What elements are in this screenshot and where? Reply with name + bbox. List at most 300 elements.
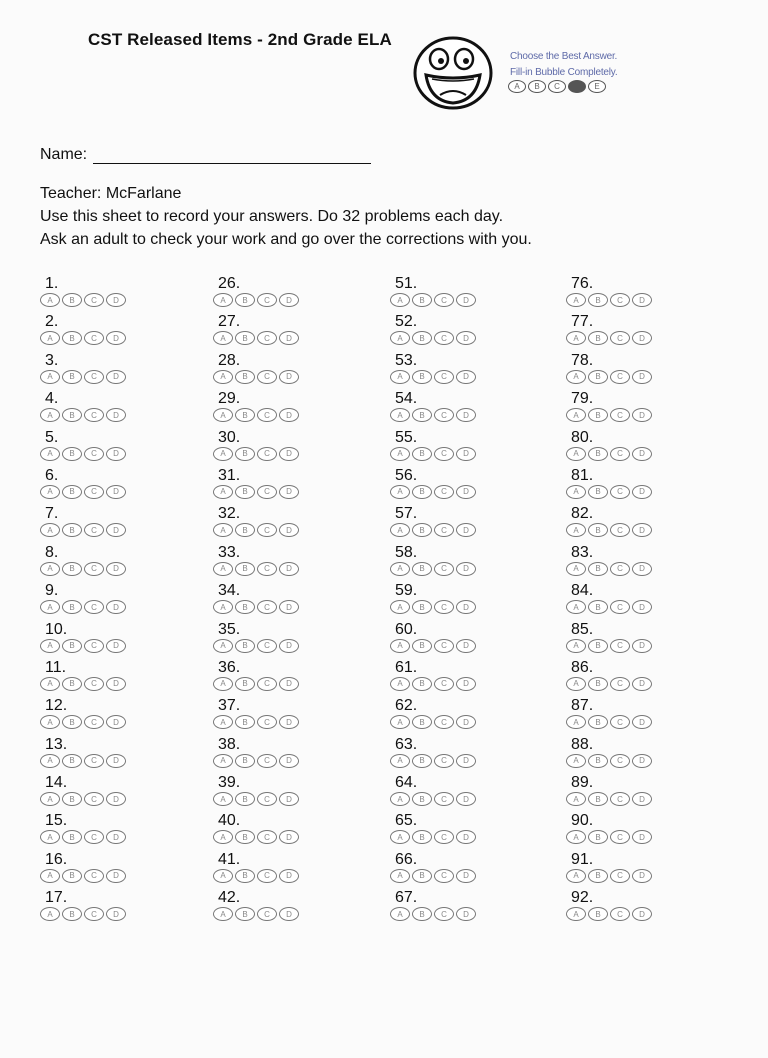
bubble-d[interactable]: D: [456, 830, 476, 844]
bubble-b[interactable]: B: [588, 293, 608, 307]
bubble-b[interactable]: B: [235, 408, 255, 422]
bubble-a[interactable]: A: [566, 792, 586, 806]
bubble-a[interactable]: A: [213, 600, 233, 614]
bubble-d[interactable]: D: [279, 485, 299, 499]
bubble-d[interactable]: D: [279, 754, 299, 768]
bubble-a[interactable]: A: [390, 331, 410, 345]
bubble-d[interactable]: D: [456, 715, 476, 729]
bubble-b[interactable]: B: [62, 907, 82, 921]
bubble-d[interactable]: D: [632, 600, 652, 614]
bubble-a[interactable]: A: [566, 485, 586, 499]
bubble-b[interactable]: B: [412, 523, 432, 537]
bubble-c[interactable]: C: [434, 830, 454, 844]
bubble-c[interactable]: C: [257, 485, 277, 499]
bubble-b[interactable]: B: [235, 830, 255, 844]
bubble-b[interactable]: B: [235, 562, 255, 576]
bubble-c[interactable]: C: [434, 523, 454, 537]
bubble-b[interactable]: B: [412, 830, 432, 844]
bubble-c[interactable]: C: [257, 408, 277, 422]
bubble-d[interactable]: D: [279, 562, 299, 576]
bubble-a[interactable]: A: [213, 792, 233, 806]
bubble-a[interactable]: A: [390, 562, 410, 576]
bubble-a[interactable]: A: [390, 293, 410, 307]
bubble-c[interactable]: C: [257, 907, 277, 921]
question-number: 5.: [45, 428, 59, 446]
bubble-b[interactable]: B: [588, 907, 608, 921]
bubble-a[interactable]: A: [40, 408, 60, 422]
bubble-a[interactable]: A: [390, 523, 410, 537]
question-row: [213, 275, 373, 313]
bubble-c[interactable]: C: [610, 447, 630, 461]
bubble-b[interactable]: B: [412, 600, 432, 614]
bubble-b[interactable]: B: [235, 523, 255, 537]
bubble-a[interactable]: A: [390, 792, 410, 806]
bubble-a[interactable]: A: [40, 562, 60, 576]
answer-column: [213, 275, 373, 928]
bubble-c[interactable]: C: [84, 677, 104, 691]
bubble-a[interactable]: A: [566, 523, 586, 537]
bubble-a[interactable]: A: [390, 447, 410, 461]
bubble-b[interactable]: B: [62, 754, 82, 768]
bubble-c[interactable]: C: [610, 792, 630, 806]
bubble-a[interactable]: A: [213, 639, 233, 653]
bubble-a[interactable]: A: [566, 907, 586, 921]
bubble-d[interactable]: D: [106, 523, 126, 537]
bubble-d[interactable]: D: [632, 639, 652, 653]
bubble-a[interactable]: A: [40, 677, 60, 691]
bubble-b[interactable]: B: [412, 293, 432, 307]
bubble-c[interactable]: C: [257, 447, 277, 461]
bubble-b[interactable]: B: [62, 485, 82, 499]
bubble-d[interactable]: D: [106, 677, 126, 691]
bubble-c[interactable]: C: [84, 370, 104, 384]
bubble-b[interactable]: B: [62, 639, 82, 653]
bubble-c[interactable]: C: [610, 869, 630, 883]
bubble-b[interactable]: B: [235, 370, 255, 384]
bubble-b[interactable]: B: [235, 677, 255, 691]
bubble-a[interactable]: A: [213, 370, 233, 384]
bubble-b[interactable]: B: [412, 562, 432, 576]
bubble-b[interactable]: B: [588, 869, 608, 883]
bubble-d[interactable]: D: [632, 408, 652, 422]
bubble-b[interactable]: B: [412, 408, 432, 422]
bubble-b[interactable]: B: [62, 370, 82, 384]
bubble-b[interactable]: B: [588, 370, 608, 384]
bubble-a[interactable]: A: [566, 869, 586, 883]
answer-bubbles: [213, 447, 299, 461]
bubble-d[interactable]: D: [456, 408, 476, 422]
bubble-d[interactable]: D: [106, 792, 126, 806]
bubble-c[interactable]: C: [434, 293, 454, 307]
bubble-d[interactable]: D: [106, 485, 126, 499]
bubble-a[interactable]: A: [390, 869, 410, 883]
bubble-b[interactable]: B: [588, 677, 608, 691]
bubble-d[interactable]: D: [632, 370, 652, 384]
bubble-c[interactable]: C: [84, 754, 104, 768]
bubble-d[interactable]: D: [632, 869, 652, 883]
bubble-d[interactable]: D: [456, 600, 476, 614]
answer-bubbles: [40, 523, 126, 537]
bubble-a[interactable]: A: [566, 600, 586, 614]
bubble-a[interactable]: A: [566, 331, 586, 345]
bubble-b[interactable]: B: [412, 792, 432, 806]
bubble-a[interactable]: A: [40, 293, 60, 307]
question-number: 14.: [45, 774, 68, 792]
bubble-b[interactable]: B: [588, 754, 608, 768]
bubble-d[interactable]: D: [632, 754, 652, 768]
bubble-a[interactable]: A: [213, 447, 233, 461]
bubble-c[interactable]: C: [257, 639, 277, 653]
bubble-d[interactable]: D: [106, 754, 126, 768]
question-row: [566, 582, 726, 620]
bubble-b[interactable]: B: [588, 830, 608, 844]
answer-bubbles: [390, 370, 476, 384]
bubble-d[interactable]: D: [632, 523, 652, 537]
bubble-c[interactable]: C: [84, 715, 104, 729]
bubble-c[interactable]: C: [84, 869, 104, 883]
bubble-d[interactable]: D: [279, 523, 299, 537]
bubble-b[interactable]: B: [412, 677, 432, 691]
bubble-c[interactable]: C: [257, 523, 277, 537]
bubble-a[interactable]: A: [566, 447, 586, 461]
bubble-b[interactable]: B: [588, 792, 608, 806]
bubble-c[interactable]: C: [257, 600, 277, 614]
question-number: 60.: [395, 620, 418, 638]
bubble-d[interactable]: D: [106, 370, 126, 384]
bubble-d[interactable]: D: [456, 869, 476, 883]
bubble-a[interactable]: A: [213, 408, 233, 422]
bubble-a[interactable]: A: [40, 485, 60, 499]
bubble-d[interactable]: D: [632, 830, 652, 844]
bubble-c[interactable]: C: [434, 677, 454, 691]
bubble-d[interactable]: D: [456, 370, 476, 384]
bubble-a[interactable]: A: [40, 907, 60, 921]
bubble-a[interactable]: A: [40, 600, 60, 614]
question-number: 84.: [571, 582, 594, 600]
bubble-c[interactable]: C: [84, 447, 104, 461]
bubble-a[interactable]: A: [566, 562, 586, 576]
bubble-c[interactable]: C: [257, 754, 277, 768]
bubble-a[interactable]: A: [566, 677, 586, 691]
bubble-d[interactable]: D: [106, 447, 126, 461]
bubble-c[interactable]: C: [610, 293, 630, 307]
answer-bubbles: [390, 677, 476, 691]
bubble-d[interactable]: D: [106, 907, 126, 921]
bubble-d[interactable]: D: [106, 639, 126, 653]
bubble-d[interactable]: D: [279, 639, 299, 653]
bubble-b[interactable]: B: [588, 562, 608, 576]
bubble-d[interactable]: D: [456, 677, 476, 691]
bubble-a[interactable]: A: [213, 485, 233, 499]
bubble-d[interactable]: D: [106, 408, 126, 422]
bubble-c[interactable]: C: [257, 562, 277, 576]
bubble-c[interactable]: C: [84, 907, 104, 921]
bubble-d[interactable]: D: [456, 447, 476, 461]
bubble-b[interactable]: B: [412, 907, 432, 921]
bubble-c[interactable]: C: [434, 639, 454, 653]
bubble-a[interactable]: A: [40, 715, 60, 729]
bubble-b[interactable]: B: [412, 370, 432, 384]
bubble-d[interactable]: D: [279, 447, 299, 461]
bubble-c[interactable]: C: [610, 600, 630, 614]
bubble-b[interactable]: B: [62, 830, 82, 844]
bubble-a[interactable]: A: [566, 754, 586, 768]
bubble-b[interactable]: B: [62, 331, 82, 345]
bubble-c[interactable]: C: [610, 370, 630, 384]
bubble-c[interactable]: C: [610, 677, 630, 691]
bubble-b[interactable]: B: [588, 485, 608, 499]
bubble-b[interactable]: B: [588, 639, 608, 653]
question-number: 3.: [45, 351, 59, 369]
bubble-d[interactable]: D: [456, 331, 476, 345]
bubble-a[interactable]: A: [40, 639, 60, 653]
bubble-b[interactable]: B: [588, 408, 608, 422]
bubble-a[interactable]: A: [566, 408, 586, 422]
bubble-d[interactable]: D: [106, 830, 126, 844]
bubble-d[interactable]: D: [106, 600, 126, 614]
bubble-d[interactable]: D: [456, 639, 476, 653]
bubble-a[interactable]: A: [390, 600, 410, 614]
bubble-b[interactable]: B: [62, 293, 82, 307]
answer-bubbles: [390, 639, 476, 653]
bubble-b[interactable]: B: [412, 331, 432, 345]
bubble-d[interactable]: D: [456, 523, 476, 537]
answer-bubbles: [213, 600, 299, 614]
bubble-c[interactable]: C: [610, 715, 630, 729]
bubble-b[interactable]: B: [412, 869, 432, 883]
bubble-a[interactable]: A: [390, 830, 410, 844]
bubble-b[interactable]: B: [412, 754, 432, 768]
bubble-d[interactable]: D: [632, 907, 652, 921]
bubble-c[interactable]: C: [434, 907, 454, 921]
bubble-d[interactable]: D: [279, 331, 299, 345]
bubble-a[interactable]: A: [213, 562, 233, 576]
question-row: [213, 812, 373, 850]
bubble-a[interactable]: A: [40, 754, 60, 768]
bubble-a[interactable]: A: [213, 830, 233, 844]
bubble-b[interactable]: B: [235, 869, 255, 883]
bubble-b[interactable]: B: [412, 715, 432, 729]
bubble-b[interactable]: B: [235, 485, 255, 499]
bubble-a[interactable]: A: [40, 523, 60, 537]
bubble-d[interactable]: D: [279, 370, 299, 384]
question-number: 10.: [45, 620, 68, 638]
bubble-a[interactable]: A: [213, 523, 233, 537]
bubble-c[interactable]: C: [610, 830, 630, 844]
bubble-c[interactable]: C: [84, 408, 104, 422]
bubble-c[interactable]: C: [434, 792, 454, 806]
bubble-c[interactable]: C: [434, 869, 454, 883]
bubble-b[interactable]: B: [412, 639, 432, 653]
answer-bubbles: [213, 830, 299, 844]
bubble-d[interactable]: D: [279, 715, 299, 729]
bubble-d[interactable]: D: [279, 677, 299, 691]
answer-bubbles: [213, 408, 299, 422]
question-number: 15.: [45, 812, 68, 830]
bubble-c[interactable]: C: [257, 792, 277, 806]
question-number: 56.: [395, 466, 418, 484]
question-number: 78.: [571, 351, 594, 369]
question-number: 90.: [571, 812, 594, 830]
bubble-a[interactable]: A: [390, 754, 410, 768]
bubble-a[interactable]: A: [566, 370, 586, 384]
bubble-b[interactable]: B: [235, 293, 255, 307]
bubble-b[interactable]: B: [588, 523, 608, 537]
bubble-a[interactable]: A: [40, 331, 60, 345]
bubble-d[interactable]: D: [632, 677, 652, 691]
question-number: 59.: [395, 582, 418, 600]
bubble-a[interactable]: A: [566, 639, 586, 653]
bubble-c[interactable]: C: [434, 485, 454, 499]
bubble-d[interactable]: D: [279, 792, 299, 806]
bubble-c[interactable]: C: [610, 907, 630, 921]
bubble-a[interactable]: A: [566, 293, 586, 307]
bubble-a[interactable]: A: [213, 754, 233, 768]
bubble-c[interactable]: C: [610, 485, 630, 499]
bubble-d[interactable]: D: [279, 408, 299, 422]
bubble-d[interactable]: D: [456, 907, 476, 921]
bubble-a[interactable]: A: [390, 370, 410, 384]
bubble-a[interactable]: A: [40, 447, 60, 461]
bubble-d[interactable]: D: [456, 792, 476, 806]
bubble-c[interactable]: C: [257, 677, 277, 691]
bubble-b[interactable]: B: [235, 907, 255, 921]
bubble-c[interactable]: C: [257, 331, 277, 345]
bubble-c[interactable]: C: [434, 562, 454, 576]
bubble-c[interactable]: C: [610, 639, 630, 653]
bubble-c[interactable]: C: [610, 331, 630, 345]
bubble-c[interactable]: C: [84, 830, 104, 844]
bubble-d[interactable]: D: [106, 715, 126, 729]
bubble-b[interactable]: B: [235, 715, 255, 729]
bubble-a[interactable]: A: [40, 869, 60, 883]
bubble-d[interactable]: D: [632, 293, 652, 307]
bubble-d[interactable]: D: [106, 562, 126, 576]
bubble-c[interactable]: C: [434, 370, 454, 384]
bubble-b[interactable]: B: [412, 447, 432, 461]
bubble-c[interactable]: C: [84, 293, 104, 307]
bubble-b[interactable]: B: [235, 639, 255, 653]
bubble-c[interactable]: C: [610, 523, 630, 537]
bubble-a[interactable]: A: [213, 331, 233, 345]
bubble-d[interactable]: D: [632, 447, 652, 461]
bubble-d[interactable]: D: [632, 485, 652, 499]
bubble-a[interactable]: A: [213, 907, 233, 921]
bubble-b[interactable]: B: [235, 447, 255, 461]
bubble-c[interactable]: C: [610, 562, 630, 576]
bubble-c[interactable]: C: [257, 370, 277, 384]
bubble-b[interactable]: B: [235, 792, 255, 806]
bubble-a[interactable]: A: [40, 830, 60, 844]
bubble-a[interactable]: A: [213, 293, 233, 307]
bubble-c[interactable]: C: [610, 754, 630, 768]
bubble-a[interactable]: A: [390, 639, 410, 653]
bubble-a[interactable]: A: [213, 869, 233, 883]
bubble-b[interactable]: B: [588, 600, 608, 614]
bubble-a[interactable]: A: [40, 792, 60, 806]
bubble-d[interactable]: D: [279, 907, 299, 921]
bubble-c[interactable]: C: [610, 408, 630, 422]
bubble-d[interactable]: D: [106, 331, 126, 345]
bubble-b[interactable]: B: [62, 600, 82, 614]
bubble-b[interactable]: B: [62, 869, 82, 883]
bubble-c[interactable]: C: [84, 523, 104, 537]
bubble-b[interactable]: B: [62, 677, 82, 691]
bubble-b[interactable]: B: [62, 562, 82, 576]
bubble-b[interactable]: B: [62, 447, 82, 461]
bubble-b[interactable]: B: [62, 715, 82, 729]
bubble-d[interactable]: D: [279, 600, 299, 614]
bubble-c[interactable]: C: [84, 331, 104, 345]
bubble-b[interactable]: B: [235, 331, 255, 345]
bubble-c[interactable]: C: [434, 447, 454, 461]
bubble-c[interactable]: C: [257, 293, 277, 307]
bubble-c[interactable]: C: [84, 639, 104, 653]
bubble-d[interactable]: D: [456, 293, 476, 307]
bubble-d[interactable]: D: [632, 715, 652, 729]
bubble-a[interactable]: A: [390, 715, 410, 729]
question-number: 13.: [45, 735, 68, 753]
bubble-c[interactable]: C: [257, 830, 277, 844]
bubble-d[interactable]: D: [279, 869, 299, 883]
bubble-d[interactable]: D: [456, 754, 476, 768]
bubble-c[interactable]: C: [434, 754, 454, 768]
bubble-a[interactable]: A: [390, 677, 410, 691]
bubble-a[interactable]: A: [390, 408, 410, 422]
bubble-d[interactable]: D: [632, 562, 652, 576]
bubble-d[interactable]: D: [279, 293, 299, 307]
bubble-a[interactable]: A: [213, 677, 233, 691]
bubble-a[interactable]: A: [390, 485, 410, 499]
bubble-c[interactable]: C: [84, 792, 104, 806]
bubble-c[interactable]: C: [434, 600, 454, 614]
answer-bubbles: [566, 408, 652, 422]
bubble-b[interactable]: B: [588, 331, 608, 345]
bubble-b[interactable]: B: [62, 792, 82, 806]
bubble-b[interactable]: B: [235, 754, 255, 768]
bubble-b[interactable]: B: [62, 523, 82, 537]
question-row: [390, 505, 550, 543]
bubble-a[interactable]: A: [40, 370, 60, 384]
bubble-b[interactable]: B: [588, 447, 608, 461]
bubble-d[interactable]: D: [279, 830, 299, 844]
bubble-d[interactable]: D: [106, 293, 126, 307]
bubble-c[interactable]: C: [434, 408, 454, 422]
bubble-d[interactable]: D: [632, 792, 652, 806]
bubble-a[interactable]: A: [566, 715, 586, 729]
bubble-b[interactable]: B: [62, 408, 82, 422]
bubble-a[interactable]: A: [390, 907, 410, 921]
bubble-c[interactable]: C: [84, 485, 104, 499]
bubble-c[interactable]: C: [257, 715, 277, 729]
question-row: [213, 659, 373, 697]
bubble-c[interactable]: C: [84, 600, 104, 614]
bubble-d[interactable]: D: [106, 869, 126, 883]
bubble-c[interactable]: C: [434, 331, 454, 345]
bubble-d[interactable]: D: [632, 331, 652, 345]
question-row: [213, 889, 373, 927]
bubble-b[interactable]: B: [412, 485, 432, 499]
bubble-a[interactable]: A: [213, 715, 233, 729]
bubble-b[interactable]: B: [235, 600, 255, 614]
bubble-c[interactable]: C: [257, 869, 277, 883]
bubble-d[interactable]: D: [456, 485, 476, 499]
bubble-c[interactable]: C: [434, 715, 454, 729]
bubble-b[interactable]: B: [588, 715, 608, 729]
bubble-c[interactable]: C: [84, 562, 104, 576]
bubble-a[interactable]: A: [566, 830, 586, 844]
bubble-d[interactable]: D: [456, 562, 476, 576]
